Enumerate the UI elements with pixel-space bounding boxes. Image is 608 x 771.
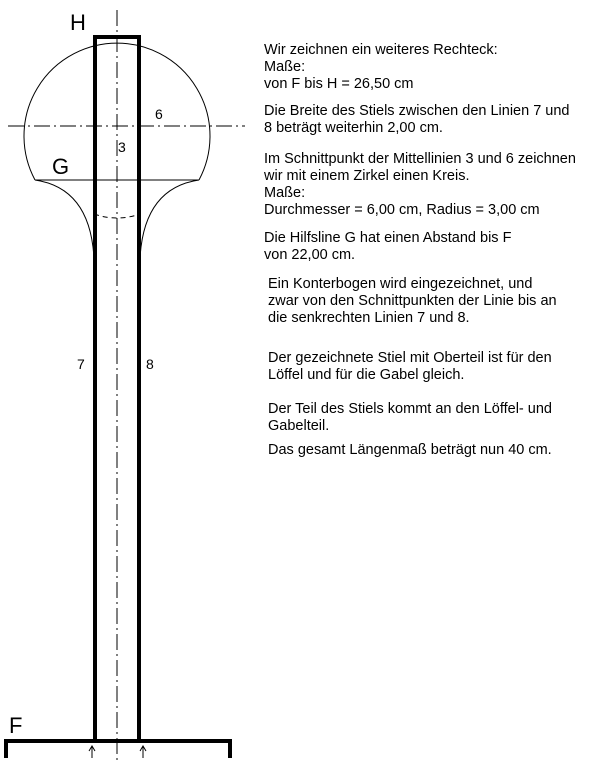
label-line-8: 8 <box>146 356 154 372</box>
note-stem-width: Die Breite des Stiels zwischen den Linien 7 und 8 beträgt weiterhin 2,00 cm. <box>264 103 570 136</box>
label-line-6: 6 <box>155 106 163 122</box>
label-f: F <box>9 713 23 738</box>
note-circle: Im Schnittpunkt der Mittellinien 3 und 6 zeichnen wir mit einem Zirkel einen Kreis. Maße: Durchmesser = 6,00 cm, Radius = 3,00 cm <box>264 151 576 218</box>
label-g: G <box>52 154 70 179</box>
label-line-3: 3 <box>118 139 126 155</box>
note-spoon-fork: Der gezeichnete Stiel mit Oberteil ist für den Löffel und für die Gabel gleich. <box>268 350 552 383</box>
note-counter-arc: Ein Konterbogen wird eingezeichnet, und zwar von den Schnittpunkten der Linie bis an die senkrechten Linien 7 und 8. <box>268 276 557 326</box>
note-stem-part: Der Teil des Stiels kommt an den Löffel- und Gabelteil. <box>268 401 552 434</box>
note-total-length: Das gesamt Längenmaß beträgt nun 40 cm. <box>268 442 552 458</box>
note-rectangle: Wir zeichnen ein weiteres Rechteck: Maße: von F bis H = 26,50 cm <box>264 42 498 92</box>
note-auxiliary-line: Die Hilfsline G hat einen Abstand bis F von 22,00 cm. <box>264 230 512 263</box>
label-line-7: 7 <box>77 356 85 372</box>
label-h: H <box>70 10 86 35</box>
